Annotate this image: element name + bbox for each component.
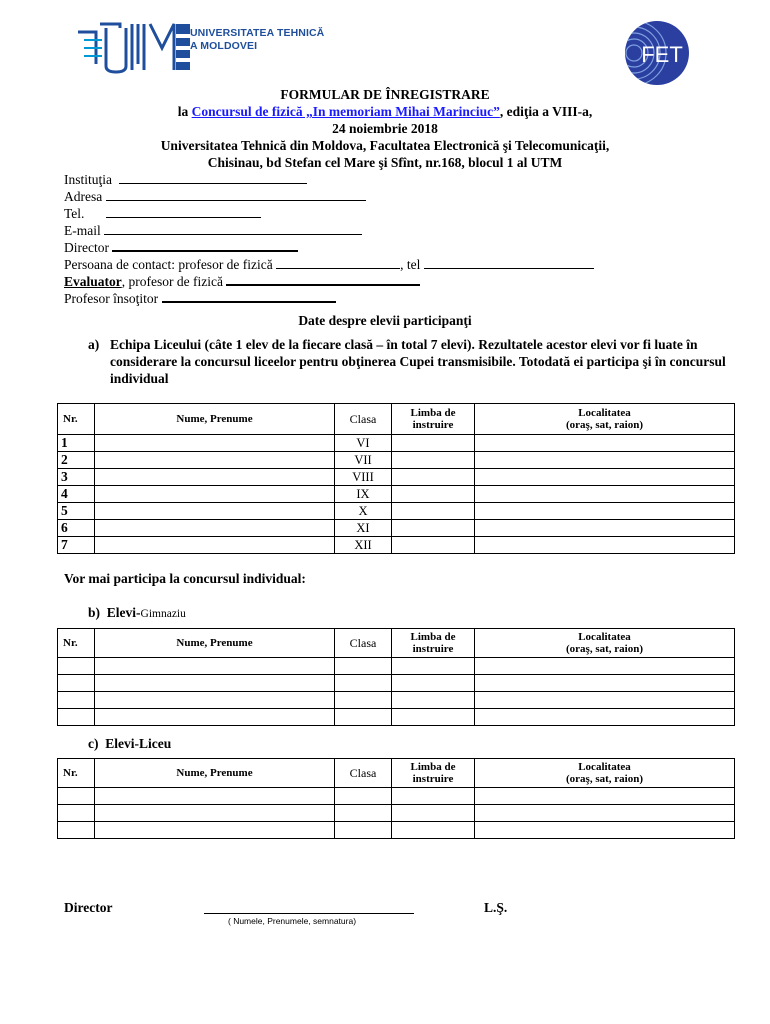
cell[interactable] [335, 822, 392, 839]
field-director[interactable] [64, 239, 594, 256]
cell[interactable] [475, 675, 735, 692]
row-number: 1 [58, 435, 95, 452]
table-header [58, 759, 735, 788]
cell[interactable] [335, 805, 392, 822]
organizer-line: Universitatea Tehnică din Moldova, Facultatea Electronică şi Telecomunicaţii, [160, 138, 610, 153]
section-b-title: Elevi- [106, 605, 141, 620]
signature-line[interactable] [204, 913, 414, 914]
section-c [88, 736, 171, 752]
cell[interactable] [95, 692, 335, 709]
cell[interactable] [95, 658, 335, 675]
cell[interactable] [475, 709, 735, 726]
utm-logo-mark [76, 18, 196, 76]
university-name-line2: A MOLDOVEI [190, 40, 258, 52]
cell[interactable] [58, 822, 95, 839]
label-tel: Tel. [64, 206, 85, 221]
cell-nume[interactable] [95, 469, 335, 486]
table-row[interactable] [58, 435, 735, 452]
cell-localitatea[interactable] [475, 520, 735, 537]
header-limba-line1: Limba de [410, 761, 456, 773]
section-a-label: a) [88, 337, 100, 352]
cell[interactable] [58, 692, 95, 709]
cell[interactable] [335, 675, 392, 692]
cell[interactable] [95, 709, 335, 726]
field-profesor[interactable] [64, 290, 594, 307]
cell[interactable] [392, 788, 475, 805]
cell-limba[interactable] [392, 452, 475, 469]
row-number: 2 [58, 452, 95, 469]
field-email[interactable] [64, 222, 594, 239]
header-limba [392, 759, 475, 788]
cell[interactable] [335, 788, 392, 805]
fet-logo-text: FET [641, 42, 683, 67]
table-row[interactable] [58, 469, 735, 486]
header-clasa: Clasa [335, 759, 392, 788]
line-director[interactable] [112, 239, 298, 252]
field-adresa[interactable] [64, 188, 594, 205]
header-limba [392, 404, 475, 435]
cell-nume[interactable] [95, 435, 335, 452]
section-a-text: Echipa Liceului (câte 1 elev de la fiecare clasă – în total 7 elevi). Rezultatele acestor elevi vor fi luate în considerare la concursul liceelor pentru obţinerea Cupei transmisibile. Totodată ei participa şi în concursul individual [110, 337, 726, 386]
cell-clasa: VIII [335, 469, 392, 486]
cell-clasa: VII [335, 452, 392, 469]
line-institutia[interactable] [119, 172, 307, 184]
header-nume: Nume, Prenume [95, 759, 335, 788]
line-email[interactable] [104, 223, 362, 235]
table-team-body [58, 435, 735, 554]
cell-nume[interactable] [95, 537, 335, 554]
line-tel-contact[interactable] [424, 257, 594, 269]
table-row[interactable] [58, 709, 735, 726]
cell-localitatea[interactable] [475, 452, 735, 469]
label-tel-inline: , tel [400, 257, 421, 272]
label-evaluator-rest: , profesor de fizică [121, 274, 223, 289]
contest-link[interactable]: Concursul de fizică „In memoriam Mihai Marinciuc” [191, 104, 500, 119]
header-limba [392, 629, 475, 658]
cell-nume[interactable] [95, 520, 335, 537]
cell-limba[interactable] [392, 469, 475, 486]
header-limba-line2: instruire [412, 773, 454, 785]
header-loc-line1: Localitatea [578, 407, 631, 419]
section-b-label: b) [88, 605, 101, 620]
individual-heading: Vor mai participa la concursul individual: [64, 571, 306, 586]
field-tel[interactable] [64, 205, 594, 222]
header-nr: Nr. [58, 759, 95, 788]
header-limba-line2: instruire [412, 643, 454, 655]
cell-nume[interactable] [95, 486, 335, 503]
field-contact[interactable] [64, 256, 594, 273]
header-clasa: Clasa [335, 629, 392, 658]
cell-clasa: XI [335, 520, 392, 537]
header-loc-line2: (oraş, sat, raion) [566, 419, 643, 431]
cell-localitatea[interactable] [475, 469, 735, 486]
contest-date: 24 noiembrie 2018 [332, 121, 438, 136]
cell[interactable] [475, 692, 735, 709]
cell-localitatea[interactable] [475, 486, 735, 503]
header-loc-line2: (oraş, sat, raion) [566, 773, 643, 785]
cell[interactable] [335, 658, 392, 675]
cell-clasa: X [335, 503, 392, 520]
cell[interactable] [475, 822, 735, 839]
line-adresa[interactable] [106, 189, 366, 201]
table-row[interactable] [58, 486, 735, 503]
line-profesor[interactable] [162, 290, 336, 303]
table-row[interactable] [58, 822, 735, 839]
section-c-label: c) [88, 736, 99, 751]
header-limba-line2: instruire [412, 419, 454, 431]
cell-limba[interactable] [392, 435, 475, 452]
table-row[interactable] [58, 675, 735, 692]
cell[interactable] [392, 658, 475, 675]
cell-clasa: VI [335, 435, 392, 452]
header-localitatea [475, 759, 735, 788]
form-title: FORMULAR DE ÎNREGISTRARE [280, 87, 490, 102]
table-row[interactable] [58, 503, 735, 520]
section-a [88, 336, 738, 387]
cell[interactable] [392, 822, 475, 839]
cell[interactable] [475, 658, 735, 675]
cell[interactable] [392, 675, 475, 692]
line-evaluator[interactable] [226, 273, 420, 286]
header-loc-line1: Localitatea [578, 631, 631, 643]
cell-nume[interactable] [95, 503, 335, 520]
cell-limba[interactable] [392, 520, 475, 537]
cell[interactable] [392, 692, 475, 709]
header-nume: Nume, Prenume [95, 404, 335, 435]
table-liceu [57, 758, 735, 839]
form-title-block [0, 86, 770, 171]
university-name-line1: UNIVERSITATEA TEHNICĂ [190, 27, 325, 39]
cell-localitatea[interactable] [475, 503, 735, 520]
table-row[interactable] [58, 658, 735, 675]
row-number: 6 [58, 520, 95, 537]
cell[interactable] [95, 805, 335, 822]
header-localitatea [475, 629, 735, 658]
utm-logo [76, 18, 326, 76]
table-header [58, 404, 735, 435]
table-row[interactable] [58, 692, 735, 709]
section-b-subtitle: Gimnaziu [140, 608, 186, 620]
header-localitatea [475, 404, 735, 435]
row-number: 5 [58, 503, 95, 520]
line-persoana[interactable] [276, 257, 400, 269]
table-row[interactable] [58, 452, 735, 469]
contest-prefix: la [177, 104, 192, 119]
header-nr: Nr. [58, 404, 95, 435]
section-title: Date despre elevii participanţi [298, 313, 472, 328]
row-number: 7 [58, 537, 95, 554]
header-clasa: Clasa [335, 404, 392, 435]
table-row[interactable] [58, 788, 735, 805]
contest-edition: , ediţia a VIII-a, [499, 104, 593, 119]
cell[interactable] [58, 675, 95, 692]
label-email: E-mail [64, 223, 101, 238]
cell[interactable] [95, 788, 335, 805]
row-number: 4 [58, 486, 95, 503]
table-row[interactable] [58, 805, 735, 822]
header-limba-line1: Limba de [410, 631, 456, 643]
cell-clasa: XII [335, 537, 392, 554]
university-name [190, 27, 324, 53]
cell[interactable] [95, 675, 335, 692]
label-institutia: Instituţia [64, 172, 112, 187]
cell[interactable] [392, 709, 475, 726]
section-c-title: Elevi-Liceu [105, 736, 172, 751]
cell[interactable] [95, 822, 335, 839]
row-number: 3 [58, 469, 95, 486]
cell[interactable] [58, 709, 95, 726]
field-institutia[interactable] [64, 171, 594, 188]
label-evaluator: Evaluator [64, 274, 122, 289]
label-persoana: Persoana de contact: profesor de fizică [64, 257, 273, 272]
header-nume: Nume, Prenume [95, 629, 335, 658]
cell[interactable] [58, 658, 95, 675]
cell[interactable] [475, 805, 735, 822]
table-row[interactable] [58, 537, 735, 554]
table-gimnaziu [57, 628, 735, 726]
signature-note: ( Numele, Prenumele, semnatura) [228, 916, 357, 926]
cell-nume[interactable] [95, 452, 335, 469]
cell-limba[interactable] [392, 486, 475, 503]
table-row[interactable] [58, 520, 735, 537]
header-loc-line2: (oraş, sat, raion) [566, 643, 643, 655]
address-line: Chisinau, bd Stefan cel Mare şi Sfînt, nr.168, blocul 1 al UTM [207, 155, 563, 170]
stamp-label: L.Ş. [484, 900, 508, 915]
cell[interactable] [335, 692, 392, 709]
cell-clasa: IX [335, 486, 392, 503]
institution-fields [64, 171, 594, 307]
label-adresa: Adresa [64, 189, 103, 204]
cell[interactable] [58, 805, 95, 822]
cell[interactable] [58, 788, 95, 805]
header-limba-line1: Limba de [410, 407, 456, 419]
table-header [58, 629, 735, 658]
cell[interactable] [392, 805, 475, 822]
cell-limba[interactable] [392, 537, 475, 554]
cell-localitatea[interactable] [475, 435, 735, 452]
table-team [57, 403, 735, 554]
header-nr: Nr. [58, 629, 95, 658]
section-b [88, 605, 186, 621]
label-profesor: Profesor însoţitor [64, 291, 159, 306]
contest-line [0, 103, 770, 120]
label-director: Director [64, 240, 109, 255]
fet-logo [624, 20, 690, 86]
cell-localitatea[interactable] [475, 537, 735, 554]
cell[interactable] [335, 709, 392, 726]
footer-director-label: Director [64, 900, 113, 915]
cell-limba[interactable] [392, 503, 475, 520]
field-evaluator[interactable] [64, 273, 594, 290]
cell[interactable] [475, 788, 735, 805]
line-tel[interactable] [106, 206, 261, 218]
header-loc-line1: Localitatea [578, 761, 631, 773]
